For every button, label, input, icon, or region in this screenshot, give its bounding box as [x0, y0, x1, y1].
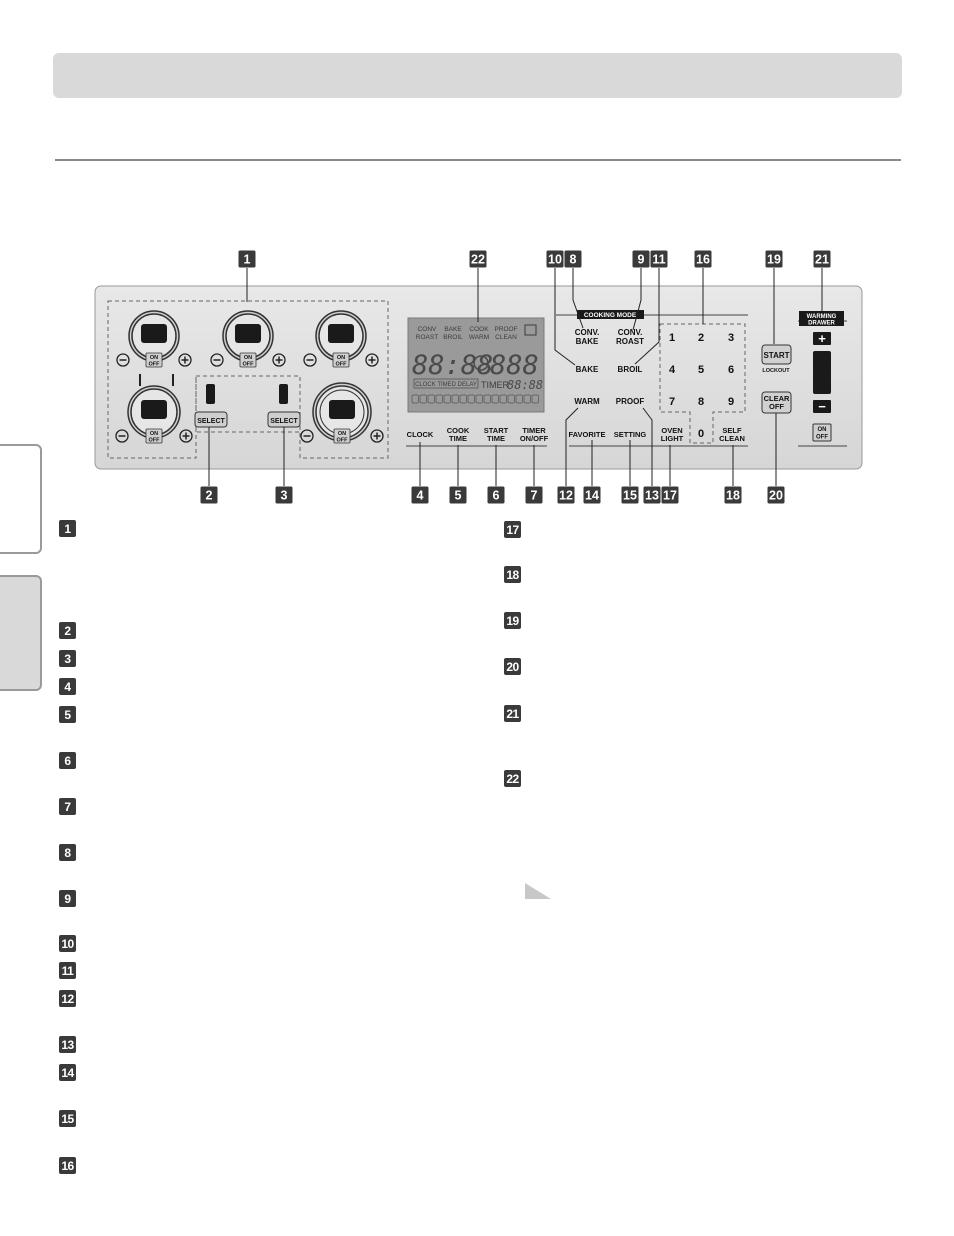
description-badge: 5: [59, 706, 76, 723]
description-badge: 13: [59, 1036, 76, 1053]
display-label: CLEAN: [495, 334, 517, 341]
callout-badge: [725, 487, 742, 504]
callout-badge: [584, 487, 601, 504]
select-label: SELECT: [270, 418, 298, 425]
button-label: ON/OFF: [519, 434, 549, 443]
callout-number: 1: [243, 252, 251, 267]
callout-number: 19: [767, 252, 781, 267]
description-badge: 12: [59, 990, 76, 1007]
select-button-right[interactable]: [268, 412, 300, 427]
callout-number: 13: [645, 488, 659, 503]
lockout-label: LOCKOUT: [762, 368, 790, 374]
burner-on-label: ON: [149, 431, 159, 437]
oven-light-button[interactable]: [661, 426, 684, 443]
button-label: SELF: [722, 426, 742, 435]
callout-number: 3: [280, 488, 288, 503]
callout-number: 14: [585, 488, 599, 503]
display-label: PROOF: [494, 326, 518, 333]
select-indicator-right: [279, 384, 288, 404]
callout-badge: [768, 487, 785, 504]
select-label: SELECT: [197, 418, 225, 425]
warming-plus-button[interactable]: [813, 331, 831, 346]
display-label: BAKE: [444, 326, 462, 333]
description-badge: 15: [59, 1110, 76, 1127]
callout-badge: [239, 251, 256, 268]
button-label: OFF: [816, 434, 828, 441]
broil-button[interactable]: BROIL: [617, 365, 643, 374]
description-badge: 14: [59, 1064, 76, 1081]
cooking-mode-label: COOKING MODE: [583, 312, 637, 319]
button-label: OVEN: [661, 426, 683, 435]
callout-number: 8: [569, 252, 577, 267]
button-label: CLEAN: [719, 434, 745, 443]
callout-badge: [276, 487, 293, 504]
callout-badge: [201, 487, 218, 504]
callout-badge: [766, 251, 783, 268]
burner-on-label: ON: [149, 355, 159, 361]
conv-bake-button[interactable]: [575, 328, 600, 346]
description-badge: 20: [504, 658, 521, 675]
display-label: ROAST: [415, 334, 439, 341]
description-badge: 16: [59, 1157, 76, 1174]
callout-badge: [662, 487, 679, 504]
favorite-button[interactable]: FAVORITE: [568, 430, 606, 439]
callout-number: 4: [416, 488, 424, 503]
display-label: BROIL: [443, 334, 463, 341]
callout-number: 20: [769, 488, 783, 503]
burner-off-label: OFF: [336, 437, 348, 444]
description-badge: 8: [59, 844, 76, 861]
button-label: CONV.: [617, 328, 643, 337]
conv-roast-button[interactable]: [616, 328, 644, 346]
button-label: ROAST: [616, 337, 644, 346]
keypad-key-0[interactable]: 0: [697, 428, 705, 440]
button-label: COOK: [446, 426, 470, 435]
description-badge: 2: [59, 622, 76, 639]
warming-minus-button[interactable]: [813, 399, 831, 414]
callout-badge: [470, 251, 487, 268]
warming-level-indicator: [813, 351, 831, 394]
description-badge: 17: [504, 521, 521, 538]
callout-badge: [644, 487, 661, 504]
description-badge: 3: [59, 650, 76, 667]
burner-on-label: ON: [243, 355, 253, 361]
burner-off-label: OFF: [335, 361, 347, 368]
callout-badge: [814, 251, 831, 268]
description-badge: 1: [59, 520, 76, 537]
burner-off-label: OFF: [242, 361, 254, 368]
callout-number: 17: [663, 488, 677, 503]
button-label: BAKE: [575, 337, 599, 346]
callout-badge: [412, 487, 429, 504]
button-label: START: [763, 351, 790, 360]
display-timer-label: TIMER: [481, 380, 509, 390]
keypad-key-6[interactable]: 6: [727, 364, 735, 376]
callout-number: 15: [623, 488, 637, 503]
callout-number: 12: [559, 488, 573, 503]
callout-number: 21: [815, 252, 829, 267]
description-badge: 11: [59, 962, 76, 979]
clear-off-button[interactable]: [762, 392, 791, 413]
description-badge: 4: [59, 678, 76, 695]
callout-badge: [565, 251, 582, 268]
button-label: START: [483, 426, 509, 435]
burner-off-label: OFF: [148, 437, 160, 444]
cook-time-button[interactable]: [447, 426, 470, 443]
callout-badge: [488, 487, 505, 504]
callout-badge: [622, 487, 639, 504]
button-label: TIME: [449, 434, 467, 443]
burner-off-label: OFF: [148, 361, 160, 368]
callout-number: 18: [726, 488, 740, 503]
button-label: LIGHT: [660, 434, 684, 443]
callout-number: 5: [454, 488, 462, 503]
start-time-button[interactable]: [484, 426, 509, 443]
select-button-left[interactable]: [195, 412, 227, 427]
description-badge: 18: [504, 566, 521, 583]
warming-onoff-button[interactable]: [813, 424, 831, 441]
plus-icon: +: [818, 331, 826, 346]
callout-badge: [558, 487, 575, 504]
burner-on-label: ON: [337, 431, 347, 437]
button-label: ON: [817, 427, 827, 433]
keypad-key-2[interactable]: 2: [697, 332, 705, 344]
oven-display: [408, 318, 544, 412]
callout-badge: [526, 487, 543, 504]
button-label: TIME: [487, 434, 505, 443]
burner-on-label: ON: [336, 355, 346, 361]
keypad-key-3[interactable]: 3: [727, 332, 735, 344]
description-badge: 19: [504, 612, 521, 629]
description-badge: 22: [504, 770, 521, 787]
display-label: WARM: [468, 334, 490, 341]
callout-badge: [633, 251, 650, 268]
keypad-key-9[interactable]: 9: [727, 396, 735, 408]
display-temp-digits: 888: [490, 350, 539, 381]
display-timer-digits: 88:88: [507, 378, 544, 392]
callout-badge: [547, 251, 564, 268]
keypad-key-5[interactable]: 5: [697, 364, 705, 376]
warming-drawer-title: WARMING: [806, 314, 837, 320]
start-button[interactable]: [762, 345, 791, 364]
callout-badge: [695, 251, 712, 268]
description-badge: 7: [59, 798, 76, 815]
callout-number: 22: [471, 252, 485, 267]
keypad-key-4[interactable]: 4: [668, 364, 676, 376]
description-badge: 10: [59, 935, 76, 952]
display-label: CONV: [417, 326, 437, 333]
display-status-line: CLOCK TIMED DELAY: [415, 382, 477, 388]
button-label: CLEAR: [763, 394, 790, 403]
timer-onoff-button[interactable]: [520, 426, 549, 443]
callout-number: 9: [637, 252, 645, 267]
callout-number: 2: [205, 488, 213, 503]
button-label: OFF: [769, 402, 784, 411]
note-arrow-icon: [525, 883, 551, 899]
callout-number: 11: [652, 252, 666, 267]
minus-icon: −: [818, 399, 826, 414]
callout-badge: [450, 487, 467, 504]
warming-drawer-title: DRAWER: [808, 320, 835, 327]
button-label: CONV.: [574, 328, 600, 337]
clock-button[interactable]: CLOCK: [406, 430, 434, 439]
description-badge: 21: [504, 705, 521, 722]
display-label: COOK: [469, 326, 489, 333]
display-time-digits: 88:88: [412, 350, 494, 381]
button-label: TIMER: [522, 426, 546, 435]
setting-button[interactable]: SETTING: [613, 430, 647, 439]
callout-number: 7: [530, 488, 538, 503]
bake-button[interactable]: BAKE: [575, 365, 599, 374]
description-badge: 9: [59, 890, 76, 907]
callout-number: 6: [492, 488, 500, 503]
keypad-key-8[interactable]: 8: [697, 396, 705, 408]
warm-button[interactable]: WARM: [574, 397, 600, 406]
proof-button[interactable]: PROOF: [615, 397, 645, 406]
select-indicator-left: [206, 384, 215, 404]
keypad-key-7[interactable]: 7: [668, 396, 676, 408]
callout-number: 10: [548, 252, 562, 267]
self-clean-button[interactable]: [719, 426, 745, 443]
description-badge: 6: [59, 752, 76, 769]
keypad-key-1[interactable]: 1: [668, 332, 676, 344]
callout-badge: [651, 251, 668, 268]
callout-number: 16: [696, 252, 710, 267]
